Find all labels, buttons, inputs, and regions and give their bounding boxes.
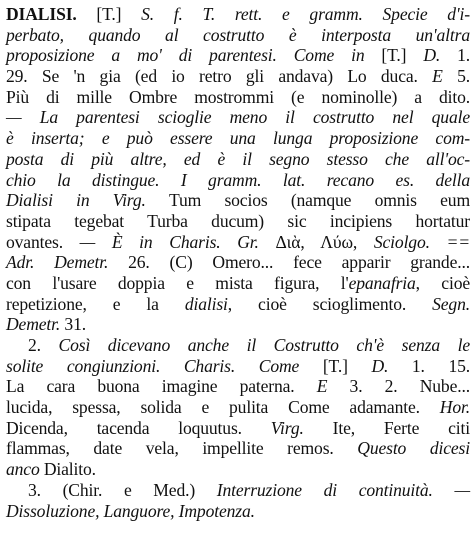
entry-text: 3. (Chir. e Med.)	[28, 479, 217, 500]
entry-text: , cioè scioglimento.	[227, 293, 433, 314]
entry-text: Adr. Demetr.	[6, 252, 129, 273]
entry-line	[6, 459, 470, 480]
entry-line	[6, 149, 470, 170]
entry-text: 29. Se 'n gia (ed io retro gli andava) Lo duca.	[6, 66, 433, 87]
entry-text: S. f. T. rett. e gramm. Specie d'i-	[141, 4, 470, 24]
entry-text: Più di mille Ombre mostrommi (e nominolle) a dito.	[6, 86, 470, 107]
entry-text: Questo dicesi	[357, 438, 470, 459]
entry-text: con l'usare doppia e mista figura, l'	[6, 272, 349, 293]
entry-line	[6, 356, 470, 377]
entry-text: anco	[6, 459, 44, 480]
entry-text: — È in Charis. Gr.	[79, 231, 276, 252]
entry-line	[6, 501, 470, 522]
entry-text: chio la distingue. I gramm. lat. recano es. della	[6, 169, 470, 190]
entry-text: proposizione a mo' di parentesi. Come in	[6, 45, 382, 66]
entry-text: La cara buona imagine paterna.	[6, 376, 317, 397]
entry-line	[6, 335, 470, 356]
entry-text: Tum socios (namque omnis eum	[169, 190, 470, 211]
entry-text: Hor.	[439, 397, 470, 418]
entry-text: Ite, Ferte citi	[332, 417, 471, 438]
entry-line	[6, 397, 470, 418]
entry-text: 5.	[457, 66, 470, 87]
entry-text: 3. 2. Nube...	[349, 376, 470, 397]
entry-text: Così dicevano anche il Costrutto ch'è senza le	[58, 335, 470, 355]
entry-line	[6, 170, 470, 191]
entry-text: Interruzione di continuità. —	[216, 479, 470, 500]
entry-text: solite congiunzioni. Charis. Come	[6, 355, 323, 376]
entry-line	[6, 480, 470, 501]
entry-text: Virg.	[270, 417, 333, 438]
entry-text: perbato, quando al costrutto è interposta un'altra	[6, 24, 470, 45]
entry-line	[6, 190, 470, 211]
entry-line	[6, 87, 470, 108]
entry-text: Segn.	[432, 293, 470, 314]
entry-text: flammas, date vela, impellite remos.	[6, 438, 358, 459]
entry-text: posta di più altre, ed è il segno stesso che all'oc-	[6, 148, 470, 169]
entry-line	[6, 4, 470, 25]
entry-text: lucida, spessa, solida e pulita Come adamante.	[6, 397, 440, 418]
entry-text: 26. (C) Omero... fece apparir grande...	[128, 252, 470, 273]
entry-text: Dialisi	[6, 190, 77, 211]
entry-line	[6, 418, 470, 439]
headword: DIALISI.	[6, 4, 77, 24]
entry-text: D.	[423, 45, 458, 66]
entry-line	[6, 252, 470, 273]
entry-text: E	[316, 376, 350, 397]
entry-line	[6, 294, 470, 315]
entry-line	[6, 314, 470, 335]
entry-text: ovantes.	[6, 231, 80, 252]
entry-line	[6, 107, 470, 128]
entry-text: stipata tegebat Turba ducum) sic incipiens hortatur	[6, 210, 470, 231]
entry-text: D.	[371, 355, 412, 376]
entry-text: Demetr.	[6, 314, 65, 335]
entry-line	[6, 25, 470, 46]
entry-text: [T.]	[76, 4, 142, 24]
entry-text: 2.	[28, 335, 59, 355]
entry-line	[6, 45, 470, 66]
entry-text: [T.]	[322, 355, 372, 376]
entry-line	[6, 232, 470, 253]
entry-text: , cioè	[415, 272, 471, 293]
entry-line	[6, 128, 470, 149]
entry-text: 31.	[64, 314, 86, 335]
entry-line	[6, 438, 470, 459]
entry-text: Dissoluzione, Languore, Impotenza.	[6, 500, 255, 521]
entry-text: — La parentesi scioglie meno il costrutto nel quale	[6, 107, 470, 128]
entry-text: 1. 15.	[411, 355, 470, 376]
entry-text: Dicenda, tacenda loquutus.	[6, 417, 271, 438]
entry-text: Διὰ, Λύω,	[275, 231, 374, 252]
entry-line	[6, 273, 470, 294]
entry-line	[6, 66, 470, 87]
entry-line	[6, 211, 470, 232]
entry-text: repetizione, e la	[6, 293, 185, 314]
entry-text: epanafria	[348, 272, 416, 293]
entry-text: in Virg.	[76, 190, 170, 211]
entry-text: Sciolgo. ==	[373, 231, 471, 252]
entry-text: E	[432, 66, 458, 87]
entry-text: Dialito.	[43, 459, 96, 480]
entry-text: [T.]	[381, 45, 424, 66]
entry-text: dialisi	[184, 293, 228, 314]
entry-text: 1.	[457, 45, 470, 66]
entry-line	[6, 376, 470, 397]
entry-text: è inserta; e può essere una lunga proposizione com-	[6, 128, 470, 149]
